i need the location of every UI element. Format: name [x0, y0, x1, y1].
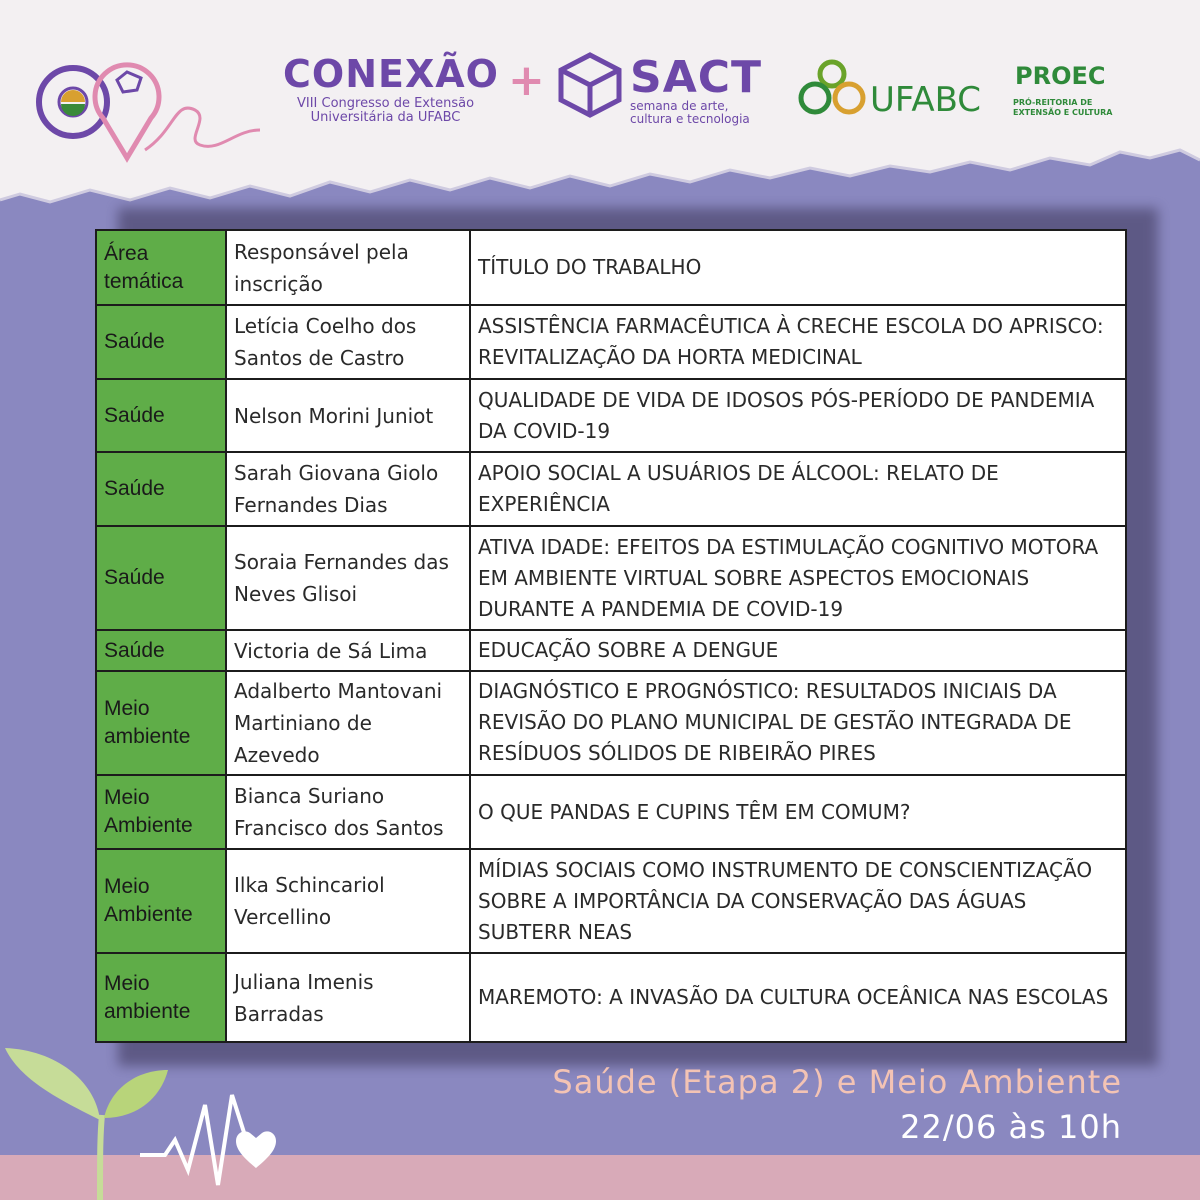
row-area: Meio ambiente — [96, 953, 226, 1042]
table-row — [96, 775, 1126, 848]
row-title: MÍDIAS SOCIAIS COMO INSTRUMENTO DE CONSCIENTIZAÇÃO SOBRE A IMPORTÂNCIA DA CONSERVAÇÃO DAS ÁGUAS SUBTERR NEAS — [470, 849, 1126, 954]
table-header-row — [96, 230, 1126, 305]
sprout-icon — [5, 1048, 168, 1200]
table-row — [96, 305, 1126, 378]
heartbeat-icon — [140, 1095, 248, 1185]
row-area: Meio Ambiente — [96, 775, 226, 848]
row-responsible: Sarah Giovana Giolo Fernandes Dias — [226, 452, 470, 525]
cube-icon — [555, 50, 625, 120]
row-responsible: Bianca Suriano Francisco dos Santos — [226, 775, 470, 848]
row-title: ASSISTÊNCIA FARMACÊUTICA À CRECHE ESCOLA DO APRISCO: REVITALIZAÇÃO DA HORTA MEDICINAL — [470, 305, 1126, 378]
header-area: Área temática — [96, 230, 226, 305]
table-row — [96, 953, 1126, 1042]
sact-logo: SACT — [630, 52, 763, 103]
logo-bar — [0, 0, 1200, 160]
plus-sign: + — [508, 55, 545, 106]
row-responsible: Juliana Imenis Barradas — [226, 953, 470, 1042]
table-row — [96, 452, 1126, 525]
session-datetime: 22/06 às 10h — [900, 1108, 1122, 1146]
works-table — [95, 229, 1127, 1043]
row-area: Saúde — [96, 379, 226, 452]
row-title: EDUCAÇÃO SOBRE A DENGUE — [470, 630, 1126, 670]
plant-decoration — [0, 1040, 290, 1200]
sact-subtitle-line1: semana de arte, — [630, 99, 729, 113]
row-responsible: Soraia Fernandes das Neves Glisoi — [226, 526, 470, 631]
sact-subtitle-line2: cultura e tecnologia — [630, 112, 750, 126]
row-area: Saúde — [96, 452, 226, 525]
ufabc-circles-icon — [797, 58, 867, 118]
conexao-subtitle — [283, 97, 488, 125]
row-title: MAREMOTO: A INVASÃO DA CULTURA OCEÂNICA NAS ESCOLAS — [470, 953, 1126, 1042]
header-responsible: Responsável pela inscrição — [226, 230, 470, 305]
table-row — [96, 849, 1126, 954]
row-area: Meio Ambiente — [96, 849, 226, 954]
conexao-subtitle-line1: VIII Congresso de Extensão — [296, 96, 475, 111]
row-area: Meio ambiente — [96, 671, 226, 776]
row-title: DIAGNÓSTICO E PROGNÓSTICO: RESULTADOS INICIAIS DA REVISÃO DO PLANO MUNICIPAL DE GESTÃO INTEGRADA DE RESÍDUOS SÓLIDOS DE RIBEIRÃO PIRES — [470, 671, 1126, 776]
table-row — [96, 526, 1126, 631]
row-responsible: Victoria de Sá Lima — [226, 630, 470, 670]
row-area: Saúde — [96, 526, 226, 631]
row-title: APOIO SOCIAL A USUÁRIOS DE ÁLCOOL: RELATO DE EXPERIÊNCIA — [470, 452, 1126, 525]
conexao-logo: CONEXÃO — [283, 52, 499, 96]
row-responsible: Letícia Coelho dos Santos de Castro — [226, 305, 470, 378]
row-area: Saúde — [96, 305, 226, 378]
row-responsible: Nelson Morini Juniot — [226, 379, 470, 452]
row-title: O QUE PANDAS E CUPINS TÊM EM COMUM? — [470, 775, 1126, 848]
header-title: TÍTULO DO TRABALHO — [470, 230, 1126, 305]
row-title: ATIVA IDADE: EFEITOS DA ESTIMULAÇÃO COGNITIVO MOTORA EM AMBIENTE VIRTUAL SOBRE ASPECTOS EMOCIONAIS DURANTE A PANDEMIA DE COVID-19 — [470, 526, 1126, 631]
ufabc-logo: UFABC — [870, 80, 982, 120]
row-responsible: Ilka Schincariol Vercellino — [226, 849, 470, 954]
proec-subtitle-line2: EXTENSÃO E CULTURA — [1013, 108, 1113, 117]
conexao-subtitle-line2: Universitária da UFABC — [310, 110, 461, 125]
heart-icon — [236, 1131, 276, 1168]
row-area: Saúde — [96, 630, 226, 670]
row-responsible: Adalberto Mantovani Martiniano de Azevedo — [226, 671, 470, 776]
table-row — [96, 630, 1126, 670]
row-title: QUALIDADE DE VIDA DE IDOSOS PÓS-PERÍODO DE PANDEMIA DA COVID-19 — [470, 379, 1126, 452]
session-caption: Saúde (Etapa 2) e Meio Ambiente — [552, 1063, 1122, 1101]
proec-subtitle-line1: PRÓ-REITORIA DE — [1013, 98, 1093, 107]
table-row — [96, 671, 1126, 776]
proec-logo: PROEC — [1015, 62, 1106, 90]
sact-subtitle — [630, 100, 750, 126]
proec-subtitle — [1013, 98, 1112, 118]
table-row — [96, 379, 1126, 452]
